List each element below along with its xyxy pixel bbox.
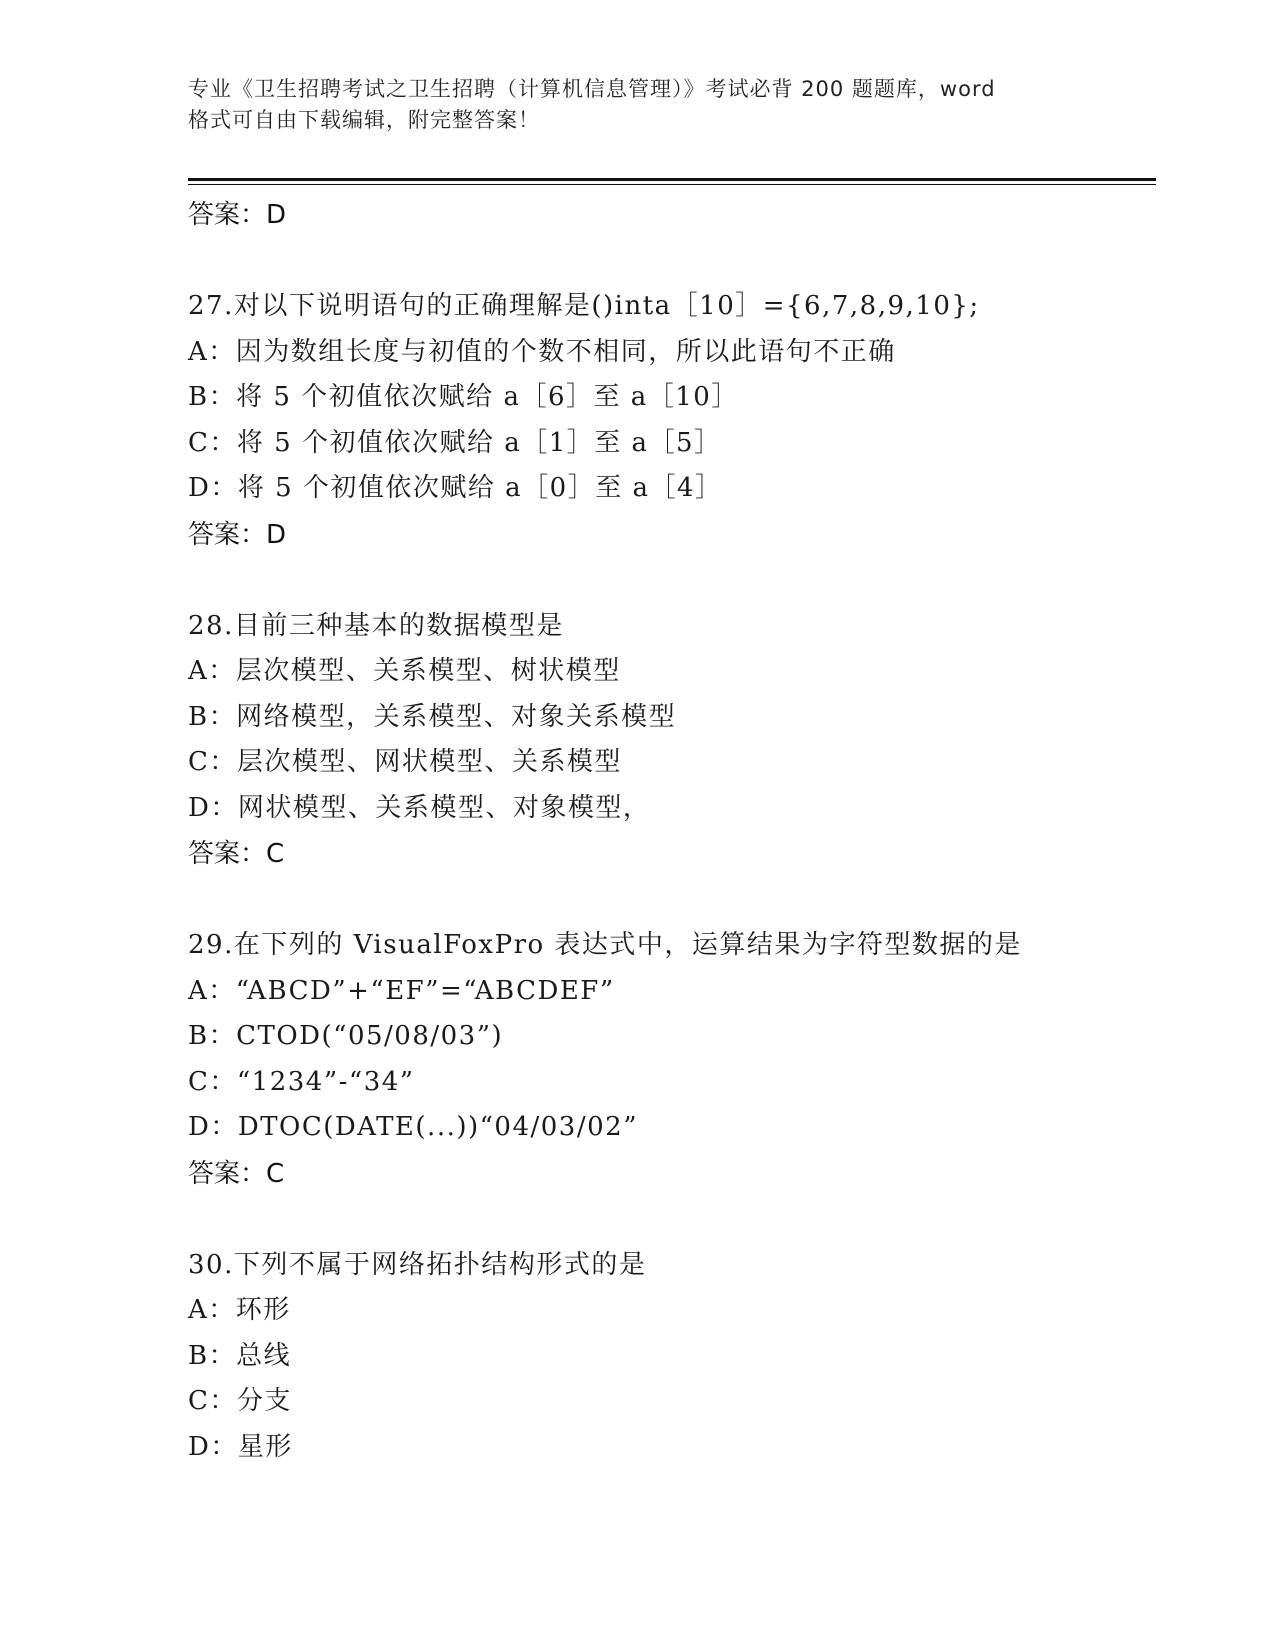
header-rule-thick xyxy=(188,178,1156,181)
spacer xyxy=(188,1197,1148,1243)
option-c: C：分支 xyxy=(188,1386,292,1416)
question-block xyxy=(188,1243,1148,1471)
option-d: D：DTOC(DATE(...))“04/03/02” xyxy=(188,1112,638,1142)
question-stem: 28.目前三种基本的数据模型是 xyxy=(188,610,564,641)
option-d: D：将 5 个初值依次赋给 a［0］至 a［4］ xyxy=(188,473,723,503)
option-c: C：“1234”-“34” xyxy=(188,1066,415,1097)
option-a: A：环形 xyxy=(188,1295,291,1325)
option-a: A：“ABCD”+“EF”=“ABCDEF” xyxy=(188,975,615,1006)
question-list xyxy=(188,192,1148,1470)
header-rule-thin xyxy=(188,184,1156,185)
option-c: C：将 5 个初值依次赋给 a［1］至 a［5］ xyxy=(188,427,722,458)
question-block xyxy=(188,923,1148,1197)
option-d: D：星形 xyxy=(188,1431,293,1462)
option-b: B：网络模型，关系模型、对象关系模型 xyxy=(188,701,677,732)
option-b: B：CTOD(“05/08/03”) xyxy=(188,1021,504,1051)
option-a: A：层次模型、关系模型、树状模型 xyxy=(188,656,621,686)
answer-line: 答案：D xyxy=(188,200,287,230)
answer-line: 答案：C xyxy=(188,1158,285,1189)
spacer xyxy=(188,238,1148,284)
option-a: A：因为数组长度与初值的个数不相同，所以此语句不正确 xyxy=(188,336,896,367)
question-stem: 30.下列不属于网络拓扑结构形式的是 xyxy=(188,1249,647,1280)
question-block xyxy=(188,604,1148,878)
spacer xyxy=(188,558,1148,604)
question-stem: 29.在下列的 VisualFoxPro 表达式中，运算结果为字符型数据的是 xyxy=(188,930,1022,960)
option-b: B：总线 xyxy=(188,1340,292,1371)
header-line-2: 格式可自由下载编辑，附完整答案！ xyxy=(188,108,540,132)
question-block xyxy=(188,284,1148,558)
document-header xyxy=(188,74,1088,136)
answer-line: 答案：C xyxy=(188,839,285,869)
header-line-1: 专业《卫生招聘考试之卫生招聘（计算机信息管理）》考试必背 200 题题库，word xyxy=(188,77,996,101)
answer-line: 答案：D xyxy=(188,519,287,550)
option-b: B：将 5 个初值依次赋给 a［6］至 a［10］ xyxy=(188,382,739,412)
question-stem: 27.对以下说明语句的正确理解是()inta［10］={6,7,8,9,10}; xyxy=(188,291,980,321)
option-c: C：层次模型、网状模型、关系模型 xyxy=(188,747,622,777)
spacer xyxy=(188,877,1148,923)
option-d: D：网状模型、关系模型、对象模型， xyxy=(188,792,651,823)
